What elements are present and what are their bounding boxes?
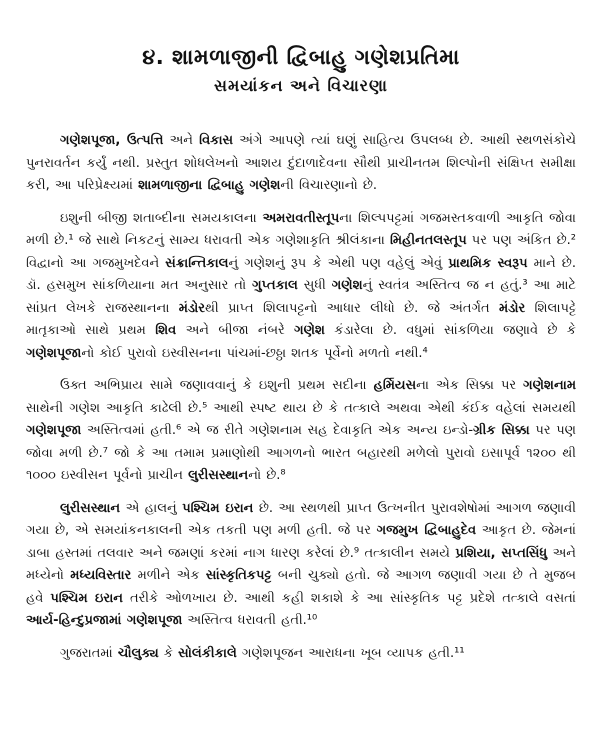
bold-term: ગણેશપૂજા [26,345,82,361]
text-run: ના એક સિક્કા પર [416,378,524,393]
bold-term: પશ્ચિમ ઇરાન [182,500,254,516]
text-run: માને છે. ડૉ. હસમુખ સાંકળિયાના મત અનુસાર તો [26,255,576,293]
bold-term: શામળાજીના દ્વિબાહુ ગણેશ [138,178,281,193]
paragraph-4 [26,498,576,633]
paragraph-1 [26,130,576,198]
text-run: નું ગણેશનું રૂપ કે એથી પણ વહેલું એવું [228,255,449,271]
bold-term: પશ્ચિમ ઇરાન [50,590,123,606]
paragraph-5 [26,643,576,666]
text-run: કંડારેલા છે. વધુમાં સાંકળિયા જણાવે છે કે [324,323,576,338]
bold-term: ગુપ્તકાલ [252,278,298,293]
bold-term: ગજમુખ દ્વિબાહુદેવ [376,523,477,538]
bold-term: લુરીસસ્થાન [188,468,249,483]
bold-term: આર્ય-હિન્દુપ્રજામાં ગણેશપૂજા [26,613,183,628]
bold-term: પ્રશિયા, સપ્તસિંધુ [455,545,548,561]
text-run: અને મધ્યેનો [26,545,576,583]
bold-term: સંક્રાન્તિકાલ [165,255,229,271]
text-run: અને બીજા નંબરે [176,323,295,338]
text-run: મળીને એક [131,568,206,583]
bold-term: ગણેશપૂજા, ઉત્પત્તિ [60,133,164,148]
text-run: પર પણ અંકિત છે.² વિદ્વાનો આ ગજમુખદેવને [26,233,576,271]
bold-term: સાંસ્કૃતિકપટ્ટ [205,568,272,583]
text-run: છે. આ સ્થળથી પ્રાપ્ત ઉત્ખનીત પુરાવશેષોમાં આગળ જણાવી ગયા છે, એ સમયાંકનકાલની એક તકતી પણ મળી હતી. જે પર [26,500,576,538]
text-run: ની વિચારણાનો છે. [280,178,378,193]
paragraph-2 [26,208,576,366]
text-run: તરીકે ઓળખાય છે. આથી કહી શકાશે કે આ સાંસ્કૃતિક પટ્ટ પ્રદેશે તત્કાલે વસતાં [122,590,576,606]
text-run: અંગે આપણે ત્યાં ઘણું સાહિત્ય ઉપલબ્ધ છે. આથી સ્થળસંકોચે પુનરાવર્તન કર્યું નથી. પ્રસ્તુત શોધલેખનો આશય દુંદાળાદેવના સૌથી પ્રાચીનતમ શિલ્પોની સંક્ષિપ્ત સમીક્ષા કરી, આ પરિપ્રેક્ષ્યમાં [26,133,576,193]
page-title: ૪. શામળાજીની દ્વિબાહુ ગણેશપ્રતિમા [142,45,460,69]
bold-term: ગણેશ [331,278,363,293]
text-run: ગુજરાતમાં [60,645,118,661]
text-run: નો કોઈ પુરાવો ઇસ્વીસનના પાંચમાં-છઠ્ઠા શતક પૂર્વેનો મળતો નથી.⁴ [81,345,428,361]
text-run: અસ્તિત્વ ધરાવતી હતી.¹⁰ [182,613,318,628]
bold-term: ગ્રીક સિક્કા [473,423,530,438]
bold-term: મંડોર [498,300,526,316]
bold-term: મંડોર [178,300,206,316]
bold-term: સોલંકીકાલે [178,645,237,661]
bold-term: ગણેશ [294,323,325,338]
text-run: નું સ્વતંત્ર અસ્તિત્વ જ ન હતું.³ આ માટે સાંપ્રત લેખકે રાજસ્થાનના [26,278,576,316]
text-run: કે [158,645,179,661]
text-run: અસ્તિત્વમાં હતી.⁶ એ જ રીતે ગણેશનામ સહ દેવાકૃતિ એક અન્ય ઇન્ડો- [81,423,474,438]
text-run: થી પ્રાપ્ત શિલાપટ્ટનો આધાર લીધો છે. જે અંતર્ગત [205,300,499,316]
text-run: અને [163,133,200,148]
bold-term: ગણેશપૂજા [26,423,82,438]
paragraph-3 [26,375,576,488]
text-run: સુધી [297,278,332,293]
page-subtitle: સમયાંકન અને વિચારણા [214,76,388,95]
text-run: નો છે.⁸ [248,468,286,483]
text-run: બની ચુક્યો હતો. જે આગળ જણાવી ગયા છે તે મુજબ હવે [26,568,576,606]
bold-term: પ્રાથમિક સ્વરૂપ [448,255,528,271]
text-run: પર પણ જોવા મળી છે.⁷ જો કે આ તમામ પ્રમાણોથી આગળનો ભારત બહારથી મળેલો પુરાવો ઇસાપૂર્વ ૧૨૦૦ થી ૧૦૦૦ ઇસ્વીસન પૂર્વનો પ્રાચીન [26,423,576,483]
bold-term: મધ્યવિસ્તાર [70,568,132,583]
text-run: આકૃત છે. જેમનાં ડાબા હસ્તમાં તલવાર અને જમણાં કરમાં નાગ ધારણ કરેલાં છે.⁹ તત્કાલીન સમયે [26,523,576,561]
bold-term: ગણેશનામ [523,378,577,393]
text-run: એ હાલનું [120,500,183,516]
bold-term: અમરાવતીસ્તૂપ [262,210,340,226]
bold-term: હર્મિયસ [373,378,417,393]
text-run: ઇશુની બીજી શતાબ્દીના સમયકાલના [60,210,263,226]
text-run: ઉક્ત અભિપ્રાય સામે જણાવવાનું કે ઇશુની પ્રથમ સદીના [60,378,374,393]
bold-term: વિકાસ [199,133,234,148]
text-run: શિલાપટ્ટે માતૃકાઓ સાથે પ્રથમ [26,300,576,338]
bold-term: મિહીનતલસ્તૂપ [389,233,467,248]
bold-term: લુરીસસ્થાન [60,500,121,516]
text-run: ગણેશપૂજન આરાધના ખૂબ વ્યાપક હતી.¹¹ [236,645,465,661]
text-run: સાથેની ગણેશ આકૃતિ કાઢેલી છે.⁵ આથી સ્પષ્ટ થાય છે કે તત્કાલે અથવા એથી કંઈક વહેલાં સમયથી [26,400,576,416]
text-run: ના શિલ્પપટ્ટમાં ગજમસ્તકવાળી આકૃતિ જોવા મળી છે.¹ જે સાથે નિકટનું સામ્ય ધરાવતી એક ગણેશાકૃતિ શ્રીલંકાના [26,210,576,248]
bold-term: શિવ [155,323,177,338]
bold-term: ચૌલુક્ય [117,645,159,661]
